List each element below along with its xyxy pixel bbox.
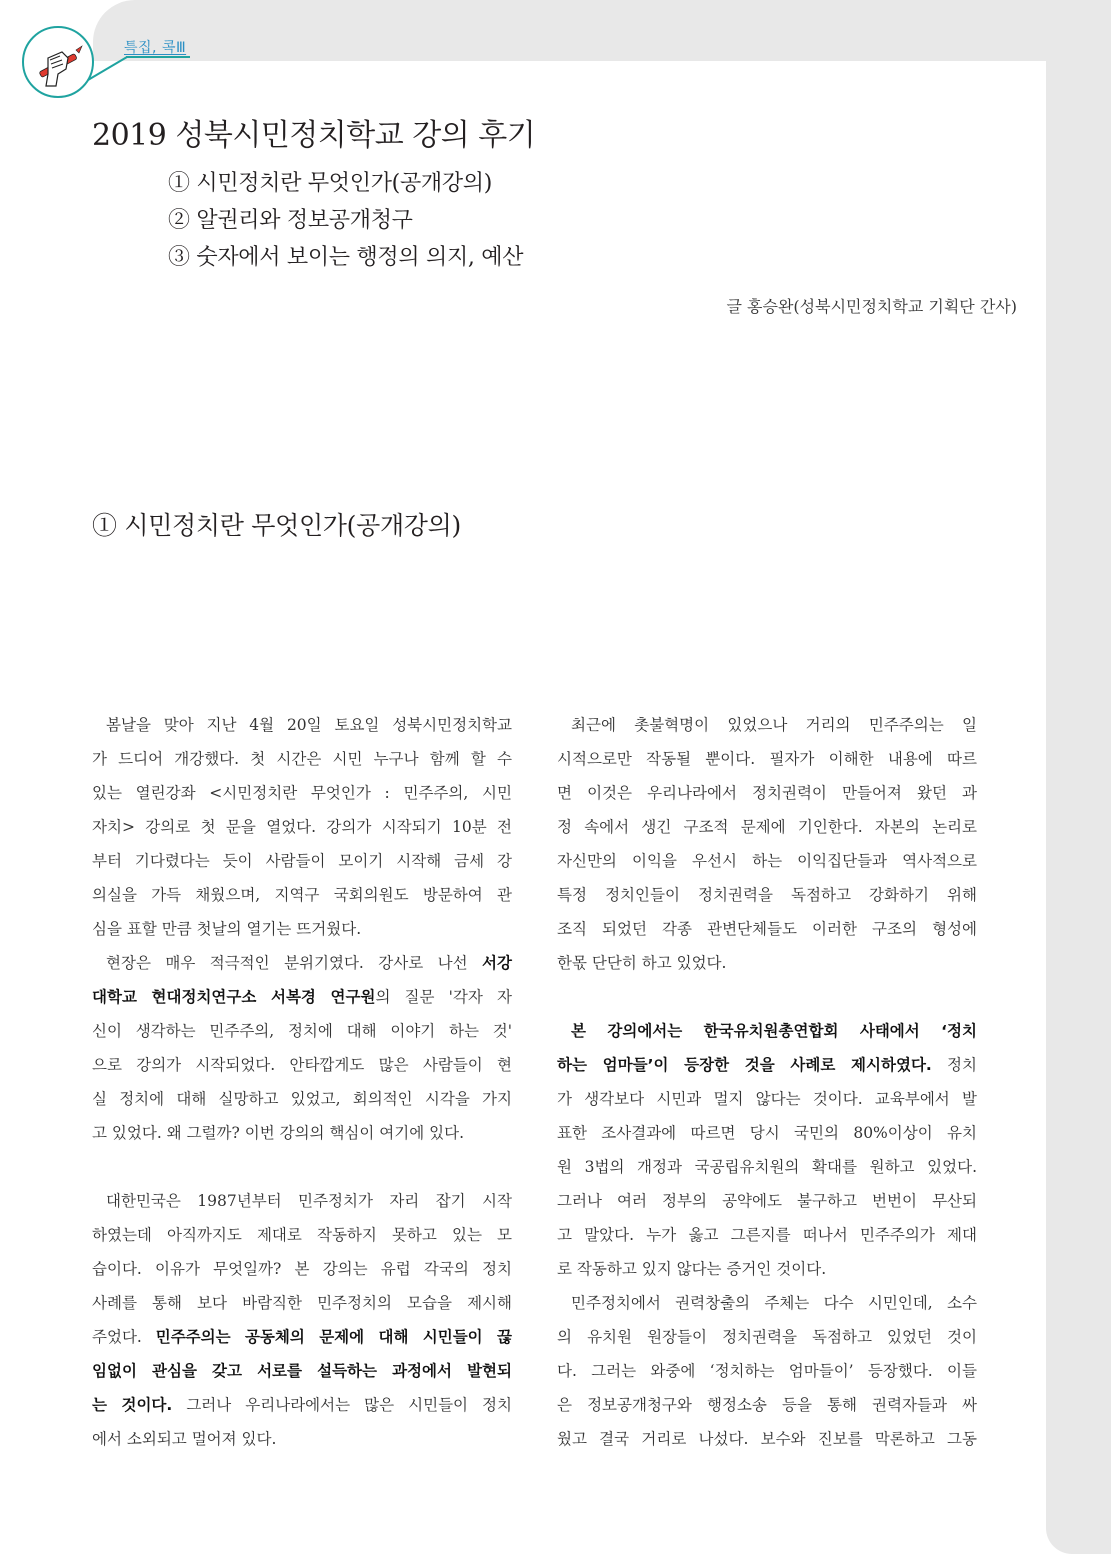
text-line: 의실을 가득 채웠으며, 지역구 국회의원도 방문하여 관	[92, 886, 512, 904]
text-line	[557, 1048, 977, 1082]
text-line: 있는 열린강좌 <시민정치란 무엇인가 : 민주주의, 시민	[92, 784, 512, 802]
paragraph	[557, 708, 977, 980]
text-line: 민주정치에서 권력창출의 주체는 다수 시민인데, 소수	[571, 1294, 977, 1312]
text-span: 주었다.	[92, 1328, 156, 1346]
text-line: 실 정치에 대해 실망하고 있었고, 회의적인 시각을 가지	[92, 1090, 512, 1108]
paragraph	[92, 946, 512, 1150]
paragraph-gap	[92, 1150, 512, 1184]
text-line: 사례를 통해 보다 바람직한 민주정치의 모습을 제시해	[92, 1294, 512, 1312]
text-line: 가 생각보다 시민과 멀지 않다는 것이다. 교육부에서 발	[557, 1090, 977, 1108]
bold-text: 하는 엄마들’이 등장한 것을 사례로 제시하였다.	[557, 1056, 932, 1074]
text-line: 대한민국은 1987년부터 민주정치가 자리 잡기 시작	[106, 1192, 512, 1210]
page-margin-strip	[1046, 0, 1111, 1554]
text-line: 은 정보공개청구와 행정소송 등을 통해 권력자들과 싸	[557, 1396, 977, 1414]
toc-item-2: ② 알권리와 정보공개청구	[168, 208, 413, 233]
bold-text: 대학교 현대정치연구소 서복경 연구원	[92, 988, 376, 1006]
paragraph	[92, 708, 512, 946]
bold-text: 는 것이다.	[92, 1396, 173, 1414]
text-line: 으로 강의가 시작되었다. 안타깝게도 많은 사람들이 현	[92, 1056, 512, 1074]
toc-item-1: ① 시민정치란 무엇인가(공개강의)	[168, 171, 493, 196]
text-line: 웠고 결국 거리로 나섰다. 보수와 진보를 막론하고 그동	[557, 1430, 977, 1448]
text-line: 자치> 강의로 첫 문을 열었다. 강의가 시작되기 10분 전	[92, 818, 512, 836]
bold-text: 서강	[482, 954, 512, 972]
text-line: 부터 기다렸다는 듯이 사람들이 모이기 시작해 금세 강	[92, 852, 512, 870]
text-line: 의 유치원 원장들이 정치권력을 독점하고 있었던 것이	[557, 1328, 977, 1346]
text-line: 가 드디어 개강했다. 첫 시간은 시민 누구나 함께 할 수	[92, 750, 512, 768]
bold-text: 민주주의는 공동체의 문제에 대해 시민들이 끊	[155, 1328, 512, 1346]
toc-item-3: ③ 숫자에서 보이는 행정의 의지, 예산	[168, 245, 524, 270]
text-span: 그러나 우리나라에서는 많은 시민들이 정치	[172, 1396, 512, 1414]
text-line	[92, 946, 512, 980]
paragraph	[92, 1184, 512, 1456]
text-line: 정 속에서 생긴 구조적 문제에 기인한다. 자본의 논리로	[557, 818, 977, 836]
text-line: 자신만의 이익을 우선시 하는 이익집단들과 역사적으로	[557, 852, 977, 870]
text-line: 로 작동하고 있지 않다는 증거인 것이다.	[557, 1260, 827, 1278]
text-line: 특정 정치인들이 정치권력을 독점하고 강화하기 위해	[557, 886, 977, 904]
text-line: 최근에 촛불혁명이 있었으나 거리의 민주주의는 일	[571, 716, 977, 734]
text-line	[92, 1320, 512, 1354]
left-column	[92, 708, 512, 1456]
text-line: 시적으로만 작동될 뿐이다. 필자가 이해한 내용에 따르	[557, 750, 977, 768]
text-line: 조직 되었던 각종 관변단체들도 이러한 구조의 형성에	[557, 920, 977, 938]
section-tag: 특집, 콕Ⅲ	[124, 40, 187, 56]
right-column	[557, 708, 977, 1456]
paragraph-gap	[557, 980, 977, 1014]
text-line: 심을 표할 만큼 첫날의 열기는 뜨거웠다.	[92, 920, 362, 938]
text-line: 봄날을 맞아 지난 4월 20일 토요일 성북시민정치학교	[106, 716, 512, 734]
bold-text: 본 강의에서는 한국유치원총연합회 사태에서 ‘정치	[571, 1022, 977, 1040]
text-line	[92, 980, 512, 1014]
text-line: 면 이것은 우리나라에서 정치권력이 만들어져 왔던 과	[557, 784, 977, 802]
text-line	[92, 1388, 512, 1422]
text-line: 그러나 여러 정부의 공약에도 불구하고 번번이 무산되	[557, 1192, 977, 1210]
section-heading: ① 시민정치란 무엇인가(공개강의)	[92, 511, 461, 540]
text-line: 습이다. 이유가 무엇일까? 본 강의는 유럽 각국의 정치	[92, 1260, 512, 1278]
text-span: 현장은 매우 적극적인 분위기였다. 강사로 나선	[106, 954, 483, 972]
text-line: 한몫 단단히 하고 있었다.	[557, 954, 727, 972]
article-title: 2019 성북시민정치학교 강의 후기	[92, 118, 536, 153]
paragraph	[557, 1286, 977, 1456]
text-span: 정치	[931, 1056, 977, 1074]
text-line: 고 말았다. 누가 옳고 그른지를 떠나서 민주주의가 제대	[557, 1226, 977, 1244]
paragraph	[557, 1014, 977, 1286]
header-band	[93, 0, 1111, 61]
text-line: 에서 소외되고 멀어져 있다.	[92, 1430, 277, 1448]
text-line	[92, 1354, 512, 1388]
text-line: 고 있었다. 왜 그럴까? 이번 강의의 핵심이 여기에 있다.	[92, 1124, 465, 1142]
text-line	[557, 1014, 977, 1048]
fist-holding-marker-icon	[32, 36, 86, 90]
text-line: 신이 생각하는 민주주의, 정치에 대해 이야기 하는 것'	[92, 1022, 512, 1040]
text-line: 표한 조사결과에 따르면 당시 국민의 80%이상이 유치	[557, 1124, 977, 1142]
bold-text: 임없이 관심을 갖고 서로를 설득하는 과정에서 발현되	[92, 1362, 512, 1380]
section-logo	[22, 26, 94, 98]
author-byline: 글 홍승완(성북시민정치학교 기획단 간사)	[726, 297, 1017, 316]
text-line: 원 3법의 개정과 국공립유치원의 확대를 원하고 있었다.	[557, 1158, 977, 1176]
table-of-contents	[168, 165, 523, 276]
text-span: 의 질문 '각자 자	[375, 988, 512, 1006]
text-line: 다. 그러는 와중에 ‘정치하는 엄마들이’ 등장했다. 이들	[557, 1362, 977, 1380]
text-line: 하였는데 아직까지도 제대로 작동하지 못하고 있는 모	[92, 1226, 512, 1244]
